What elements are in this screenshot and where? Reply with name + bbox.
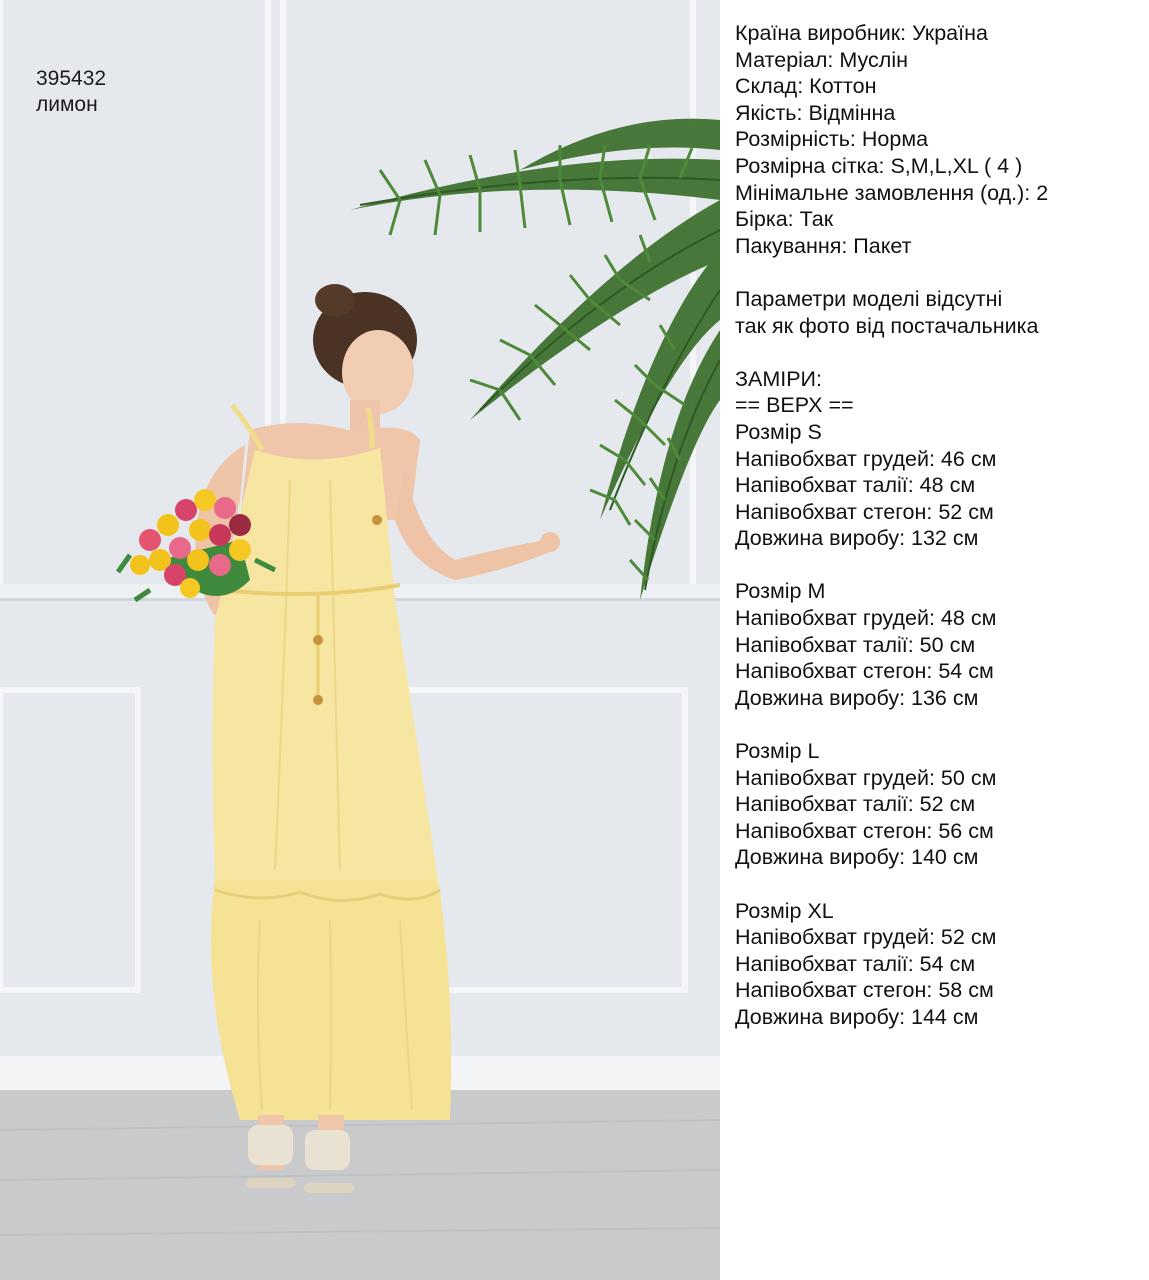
- spacer: [735, 339, 1140, 366]
- size-block-m: [735, 578, 1140, 711]
- size-bust: Напівобхват грудей: 48 см: [735, 606, 997, 631]
- size-waist: Напівобхват талії: 48 см: [735, 473, 976, 498]
- info-size-grid: Розмірна сітка: S,M,L,XL ( 4 ): [735, 153, 1023, 178]
- size-block-xl: [735, 898, 1140, 1031]
- size-name: Розмір XL: [735, 898, 834, 923]
- size-waist: Напівобхват талії: 54 см: [735, 951, 976, 976]
- info-composition: Склад: Коттон: [735, 74, 877, 99]
- size-block-l: [735, 738, 1140, 871]
- product-caption: [36, 66, 106, 118]
- size-hips: Напівобхват стегон: 52 см: [735, 499, 994, 524]
- size-hips: Напівобхват стегон: 56 см: [735, 818, 994, 843]
- model-note-line: Параметри моделі відсутні: [735, 286, 1003, 311]
- spacer: [735, 552, 1140, 579]
- model-note-line: так як фото від постачальника: [735, 313, 1039, 338]
- size-name: Розмір L: [735, 739, 820, 764]
- info-material: Матеріал: Муслін: [735, 47, 908, 72]
- size-length: Довжина виробу: 136 см: [735, 685, 979, 710]
- spacer: [735, 871, 1140, 898]
- product-code: 395432: [36, 67, 107, 90]
- size-bust: Напівобхват грудей: 50 см: [735, 765, 997, 790]
- info-country: Країна виробник: Україна: [735, 21, 988, 45]
- size-block-s: [735, 419, 1140, 552]
- size-hips: Напівобхват стегон: 54 см: [735, 659, 994, 684]
- measurements-title: ЗАМІРИ:: [735, 366, 822, 391]
- size-waist: Напівобхват талії: 52 см: [735, 792, 976, 817]
- info-list: [735, 20, 1140, 259]
- size-hips: Напівобхват стегон: 58 см: [735, 978, 994, 1003]
- size-name: Розмір S: [735, 419, 822, 444]
- size-bust: Напівобхват грудей: 46 см: [735, 446, 997, 471]
- size-length: Довжина виробу: 132 см: [735, 526, 979, 551]
- info-quality: Якість: Відмінна: [735, 100, 896, 125]
- measurements-section: == ВЕРХ ==: [735, 393, 854, 418]
- info-tag: Бірка: Так: [735, 207, 834, 232]
- info-sizing: Розмірність: Норма: [735, 127, 929, 152]
- info-packaging: Пакування: Пакет: [735, 233, 912, 258]
- size-length: Довжина виробу: 144 см: [735, 1004, 979, 1029]
- spacer: [735, 711, 1140, 738]
- product-specs: [735, 20, 1140, 1031]
- model-note: [735, 286, 1140, 339]
- size-name: Розмір M: [735, 579, 826, 604]
- size-length: Довжина виробу: 140 см: [735, 845, 979, 870]
- info-min-order: Мінімальне замовлення (од.): 2: [735, 180, 1049, 205]
- size-waist: Напівобхват талії: 50 см: [735, 632, 976, 657]
- spacer: [735, 259, 1140, 286]
- size-bust: Напівобхват грудей: 52 см: [735, 925, 997, 950]
- product-color: лимон: [36, 93, 98, 116]
